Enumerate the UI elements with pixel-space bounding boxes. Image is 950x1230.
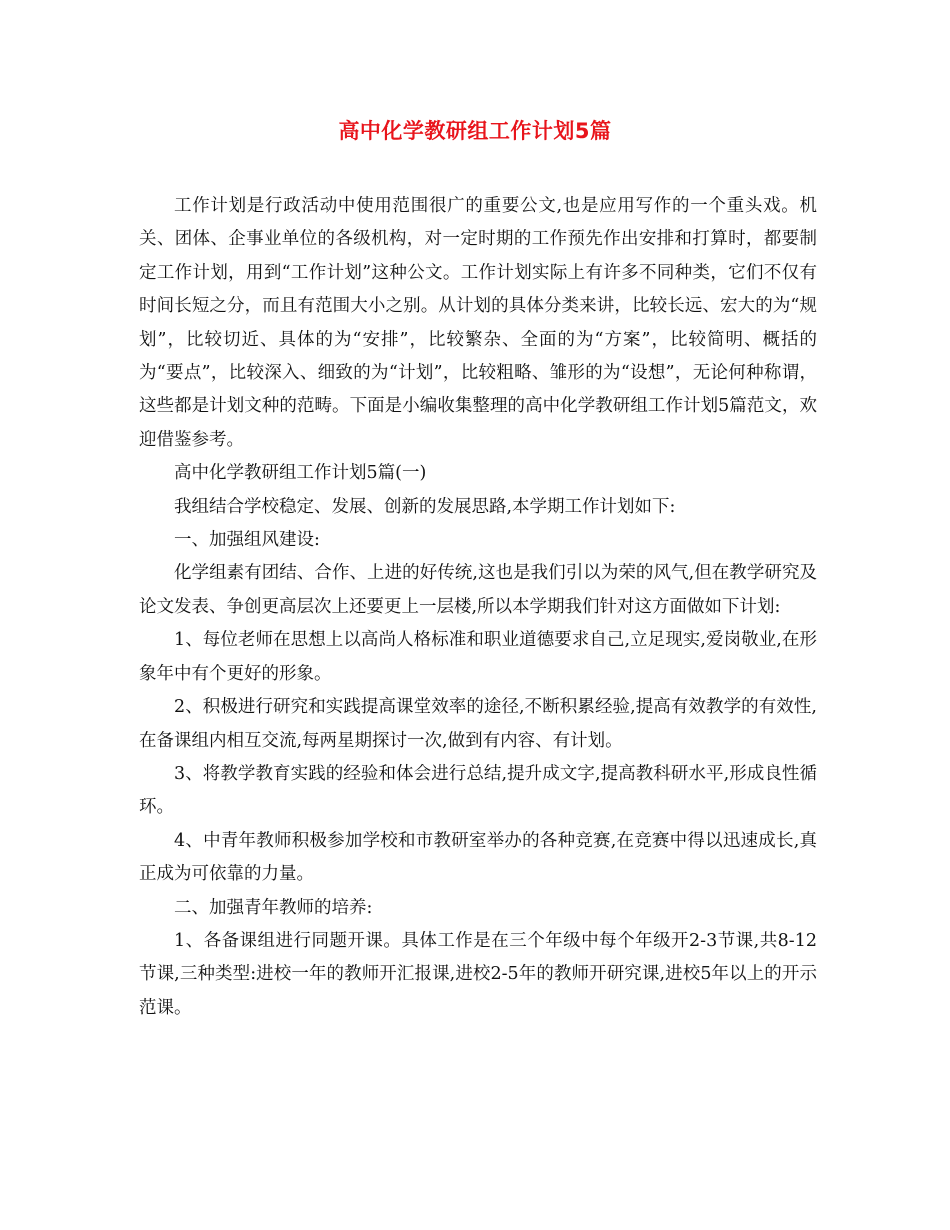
paragraph: 化学组素有团结、合作、上进的好传统,这也是我们引以为荣的风气,但在教学研究及论文发表、争创更高层次上还要更上一层楼,所以本学期我们针对这方面做如下计划: bbox=[139, 563, 817, 617]
list-item: 3、将教学教育实践的经验和体会进行总结,提升成文字,提高教科研水平,形成良性循环。 bbox=[139, 763, 817, 818]
section-heading-1: 高中化学教研组工作计划5篇(一) bbox=[174, 463, 427, 484]
intro-paragraph: 工作计划是行政活动中使用范围很广的重要公文,也是应用写作的一个重头戏。机关、团体、企事业单位的各级机构，对一定时期的工作预先作出安排和打算时，都要制定工作计划，用到“工作计划”这种公文。工作计划实际上有许多不同种类，它们不仅有时间长短之分，而且有范围大小之别。从计划的具体分类来讲，比较长远、宏大的为“规划”，比较切近、具体的为“安排”，比较繁杂、全面的为“方案”，比较简明、概括的为“要点”，比较深入、细致的为“计划”，比较粗略、雏形的为“设想”，无论何种称谓，这些都是计划文种的范畴。下面是小编收集整理的高中化学教研组工作计划5篇范文，欢迎借鉴参考。 bbox=[139, 196, 817, 450]
subsection-heading: 二、加强青年教师的培养: bbox=[174, 897, 373, 918]
document-body bbox=[139, 190, 817, 1025]
document-title: 高中化学教研组工作计划5篇 bbox=[338, 119, 612, 143]
list-item: 4、中青年教师积极参加学校和市教研室举办的各种竞赛,在竞赛中得以迅速成长,真正成为可依靠的力量。 bbox=[139, 830, 817, 885]
list-item: 1、每位老师在思想上以高尚人格标准和职业道德要求自己,立足现实,爱岗敬业,在形象年中有个更好的形象。 bbox=[139, 630, 817, 684]
paragraph: 我组结合学校稳定、发展、创新的发展思路,本学期工作计划如下: bbox=[174, 496, 676, 517]
subsection-heading: 一、加强组风建设: bbox=[174, 530, 320, 551]
list-item: 1、各备课组进行同题开课。具体工作是在三个年级中每个年级开2-3节课,共8-12节课,三种类型:进校一年的教师开汇报课,进校2-5年的教师开研究课,进校5年以上的开示范课。 bbox=[139, 930, 817, 1018]
list-item: 2、积极进行研究和实践提高课堂效率的途径,不断积累经验,提高有效教学的有效性,在备课组内相互交流,每两星期探讨一次,做到有内容、有计划。 bbox=[139, 697, 817, 751]
